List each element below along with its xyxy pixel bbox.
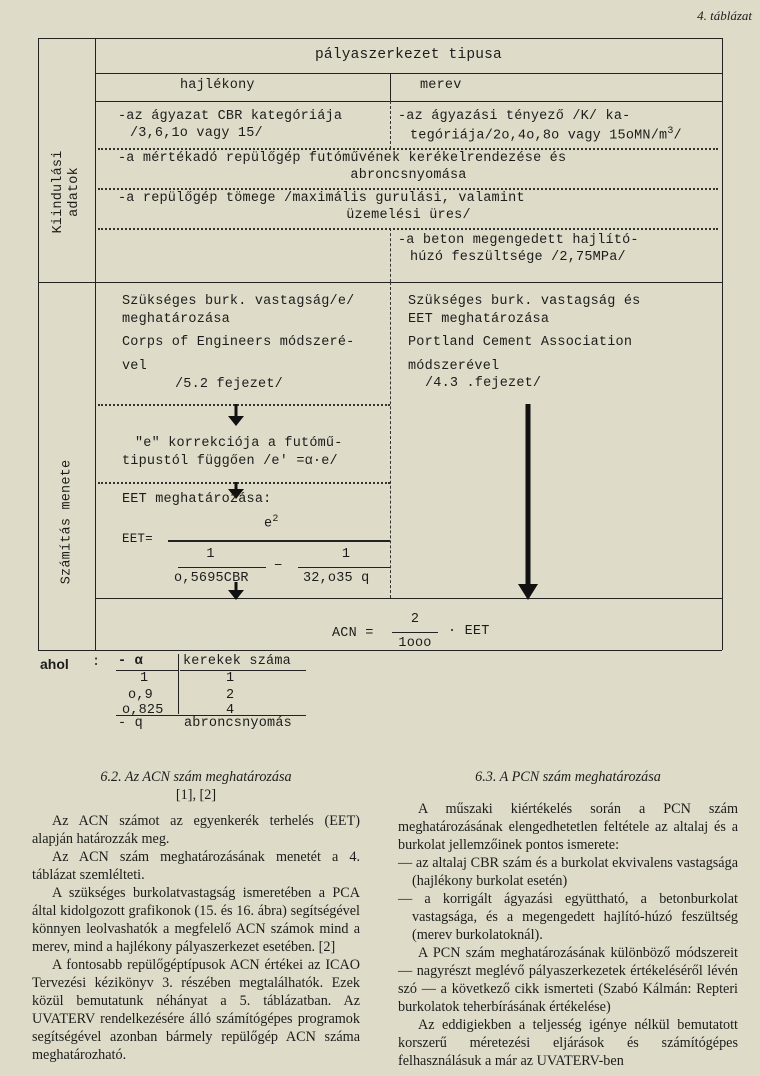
input-gear-line1: -a mértékadó repülőgép futóművének kerékelrendezése és <box>118 151 567 166</box>
input-cbr-line2: /3,6,1o vagy 15/ <box>130 126 263 141</box>
f2-numerator: 1 <box>341 547 351 562</box>
legend-where: ahol <box>40 656 69 672</box>
arrow-down-icon <box>518 584 538 600</box>
acn-tail: · EET <box>448 624 490 639</box>
legend-alpha: - α <box>118 654 143 669</box>
paragraph: A szükséges burkolatvastagság ismeretében a PCA által kidolgozott grafikonok (15. és 16. ábra) segítségével könnyen leolvashatók a megfelelő ACN számok mind a merev, mind a hajlékony pályaszerkezet esetében. [2] <box>32 885 360 955</box>
calc-left-line1: Szükséges burk. vastagság/e/ <box>122 294 355 309</box>
f2-denominator: 32,o35 q <box>303 571 370 586</box>
calc-right-line3: Portland Cement Association <box>408 335 633 350</box>
input-k-line1: -az ágyazási tényező /K/ ka- <box>398 109 631 124</box>
calc-left-line5: /5.2 fejezet/ <box>175 377 283 392</box>
input-mass-line1: -a repülőgép tömege /maximális gurulási, valamint <box>118 191 525 206</box>
bullet-item: — az altalaj CBR szám és a burkolat ekvivalens vastagsága (hajlékony burkolat esetén) <box>398 855 738 889</box>
acn-numerator: 2 <box>410 612 420 627</box>
input-cbr-line1: -az ágyazat CBR kategóriája <box>118 109 343 124</box>
paragraph: A műszaki kiértékelés során a PCN szám meghatározásának elengedhetetlen feltétele az altalaj és a burkolat jellemzőinek pontos ismerete: <box>398 801 738 853</box>
legend-q: - q <box>118 716 143 731</box>
acn-label: ACN = <box>332 626 374 641</box>
calc-left-line2: meghatározása <box>122 312 230 327</box>
paragraph: Az eddigiekben a teljesség igénye nélkül bemutatott korszerű méretezési eljárások és számítógépes felhasználásuk a már az UVATERV-ben <box>398 1017 738 1069</box>
correction-line1: "e" korrekciója a futómű- <box>135 436 343 451</box>
side-label-calc: Számítás menete <box>59 459 75 585</box>
input-stress-line1: -a beton megengedett hajlító- <box>398 233 639 248</box>
paragraph: Az ACN számot az egyenkerék terhelés (EET) alapján határozzák meg. <box>32 813 360 847</box>
legend-row2-wheels: 2 <box>226 688 235 703</box>
input-k-line2: tegóriája/2o,4o,8o vagy $15oMN/m^3/$ <box>410 126 682 144</box>
input-gear-line2: abroncsnyomása <box>350 168 467 183</box>
input-mass-line2: üzemelési üres/ <box>346 208 471 223</box>
correction-line2: tipustól függően /e' =α·e/ <box>122 454 338 469</box>
calc-right-line2: EET meghatározása <box>408 312 550 327</box>
col-flexible-header: hajlékony <box>180 78 255 93</box>
eet-title: EET meghatározása: <box>122 492 272 507</box>
f1-numerator: 1 <box>206 547 215 562</box>
legend-row3-alpha: o,825 <box>122 703 164 718</box>
paragraph: Az ACN szám meghatározásának menetét a 4. táblázat szemlélteti. <box>32 849 360 883</box>
eet-numerator: $e^2$ <box>264 514 279 532</box>
calc-right-line1: Szükséges burk. vastagság és <box>408 294 641 309</box>
calc-left-line4: vel <box>122 359 147 374</box>
section-heading-pcn: 6.3. A PCN szám meghatározása <box>475 769 661 785</box>
calc-right-line5: /4.3 .fejezet/ <box>425 376 542 391</box>
col-rigid-header: merev <box>420 78 462 93</box>
section-heading-acn: 6.2. Az ACN szám meghatározása <box>100 769 292 785</box>
legend-row1-alpha: 1 <box>140 671 149 686</box>
eet-label: EET= <box>122 532 153 546</box>
header-title: pályaszerkezet tipusa <box>315 47 502 63</box>
legend-row1-wheels: 1 <box>226 671 235 686</box>
legend-wheels: kerekek száma <box>183 654 291 669</box>
arrow-down-icon <box>228 416 244 426</box>
table-caption: 4. táblázat <box>697 8 752 23</box>
calc-right-line4: módszerével <box>408 359 500 374</box>
f1-denominator: o,5695CBR <box>174 571 249 586</box>
right-column <box>398 768 738 1070</box>
legend-colon: : <box>92 655 101 670</box>
calc-left-line3: Corps of Engineers módszeré- <box>122 335 355 350</box>
paragraph: A fontosabb repülőgéptípusok ACN értékei az ICAO Tervezési kézikönyv 3. részében megtalálhatók. Ezek közül bemutatunk néhányat a 5. táblázatban. Az UVATERV rendelkezésére álló számítógépes programok segítségével azonban bármely repülőgép ACN száma meghatározható. <box>32 957 360 1063</box>
bullet-item: — a korrigált ágyazási együttható, a betonburkolat vastagsága, és a megengedett hajlító-húzó feszültség (merev burkolatoknál). <box>398 891 738 943</box>
side-label-input: Kiindulási adatok <box>51 150 82 234</box>
left-column <box>32 768 360 1064</box>
minus-sign: − <box>274 559 283 574</box>
paragraph: A PCN szám meghatározásának különböző módszereit — nagyrészt meglévő pályaszerkezetek értékeléséről lévén szó — a következő cikk ismerteti (Szabó Kálmán: Repteri burkolatok teherbírásának értékelése) <box>398 945 738 1015</box>
legend-row3-wheels: 4 <box>226 703 235 718</box>
section-heading-acn-ref: [1], [2] <box>175 787 217 803</box>
legend-row2-alpha: o,9 <box>128 688 153 703</box>
legend-q-text: abroncsnyomás <box>184 716 292 731</box>
acn-denominator: 1ooo <box>398 636 432 651</box>
arrow-down-icon <box>228 590 244 600</box>
input-stress-line2: húzó feszültsége /2,75MPa/ <box>410 250 626 265</box>
